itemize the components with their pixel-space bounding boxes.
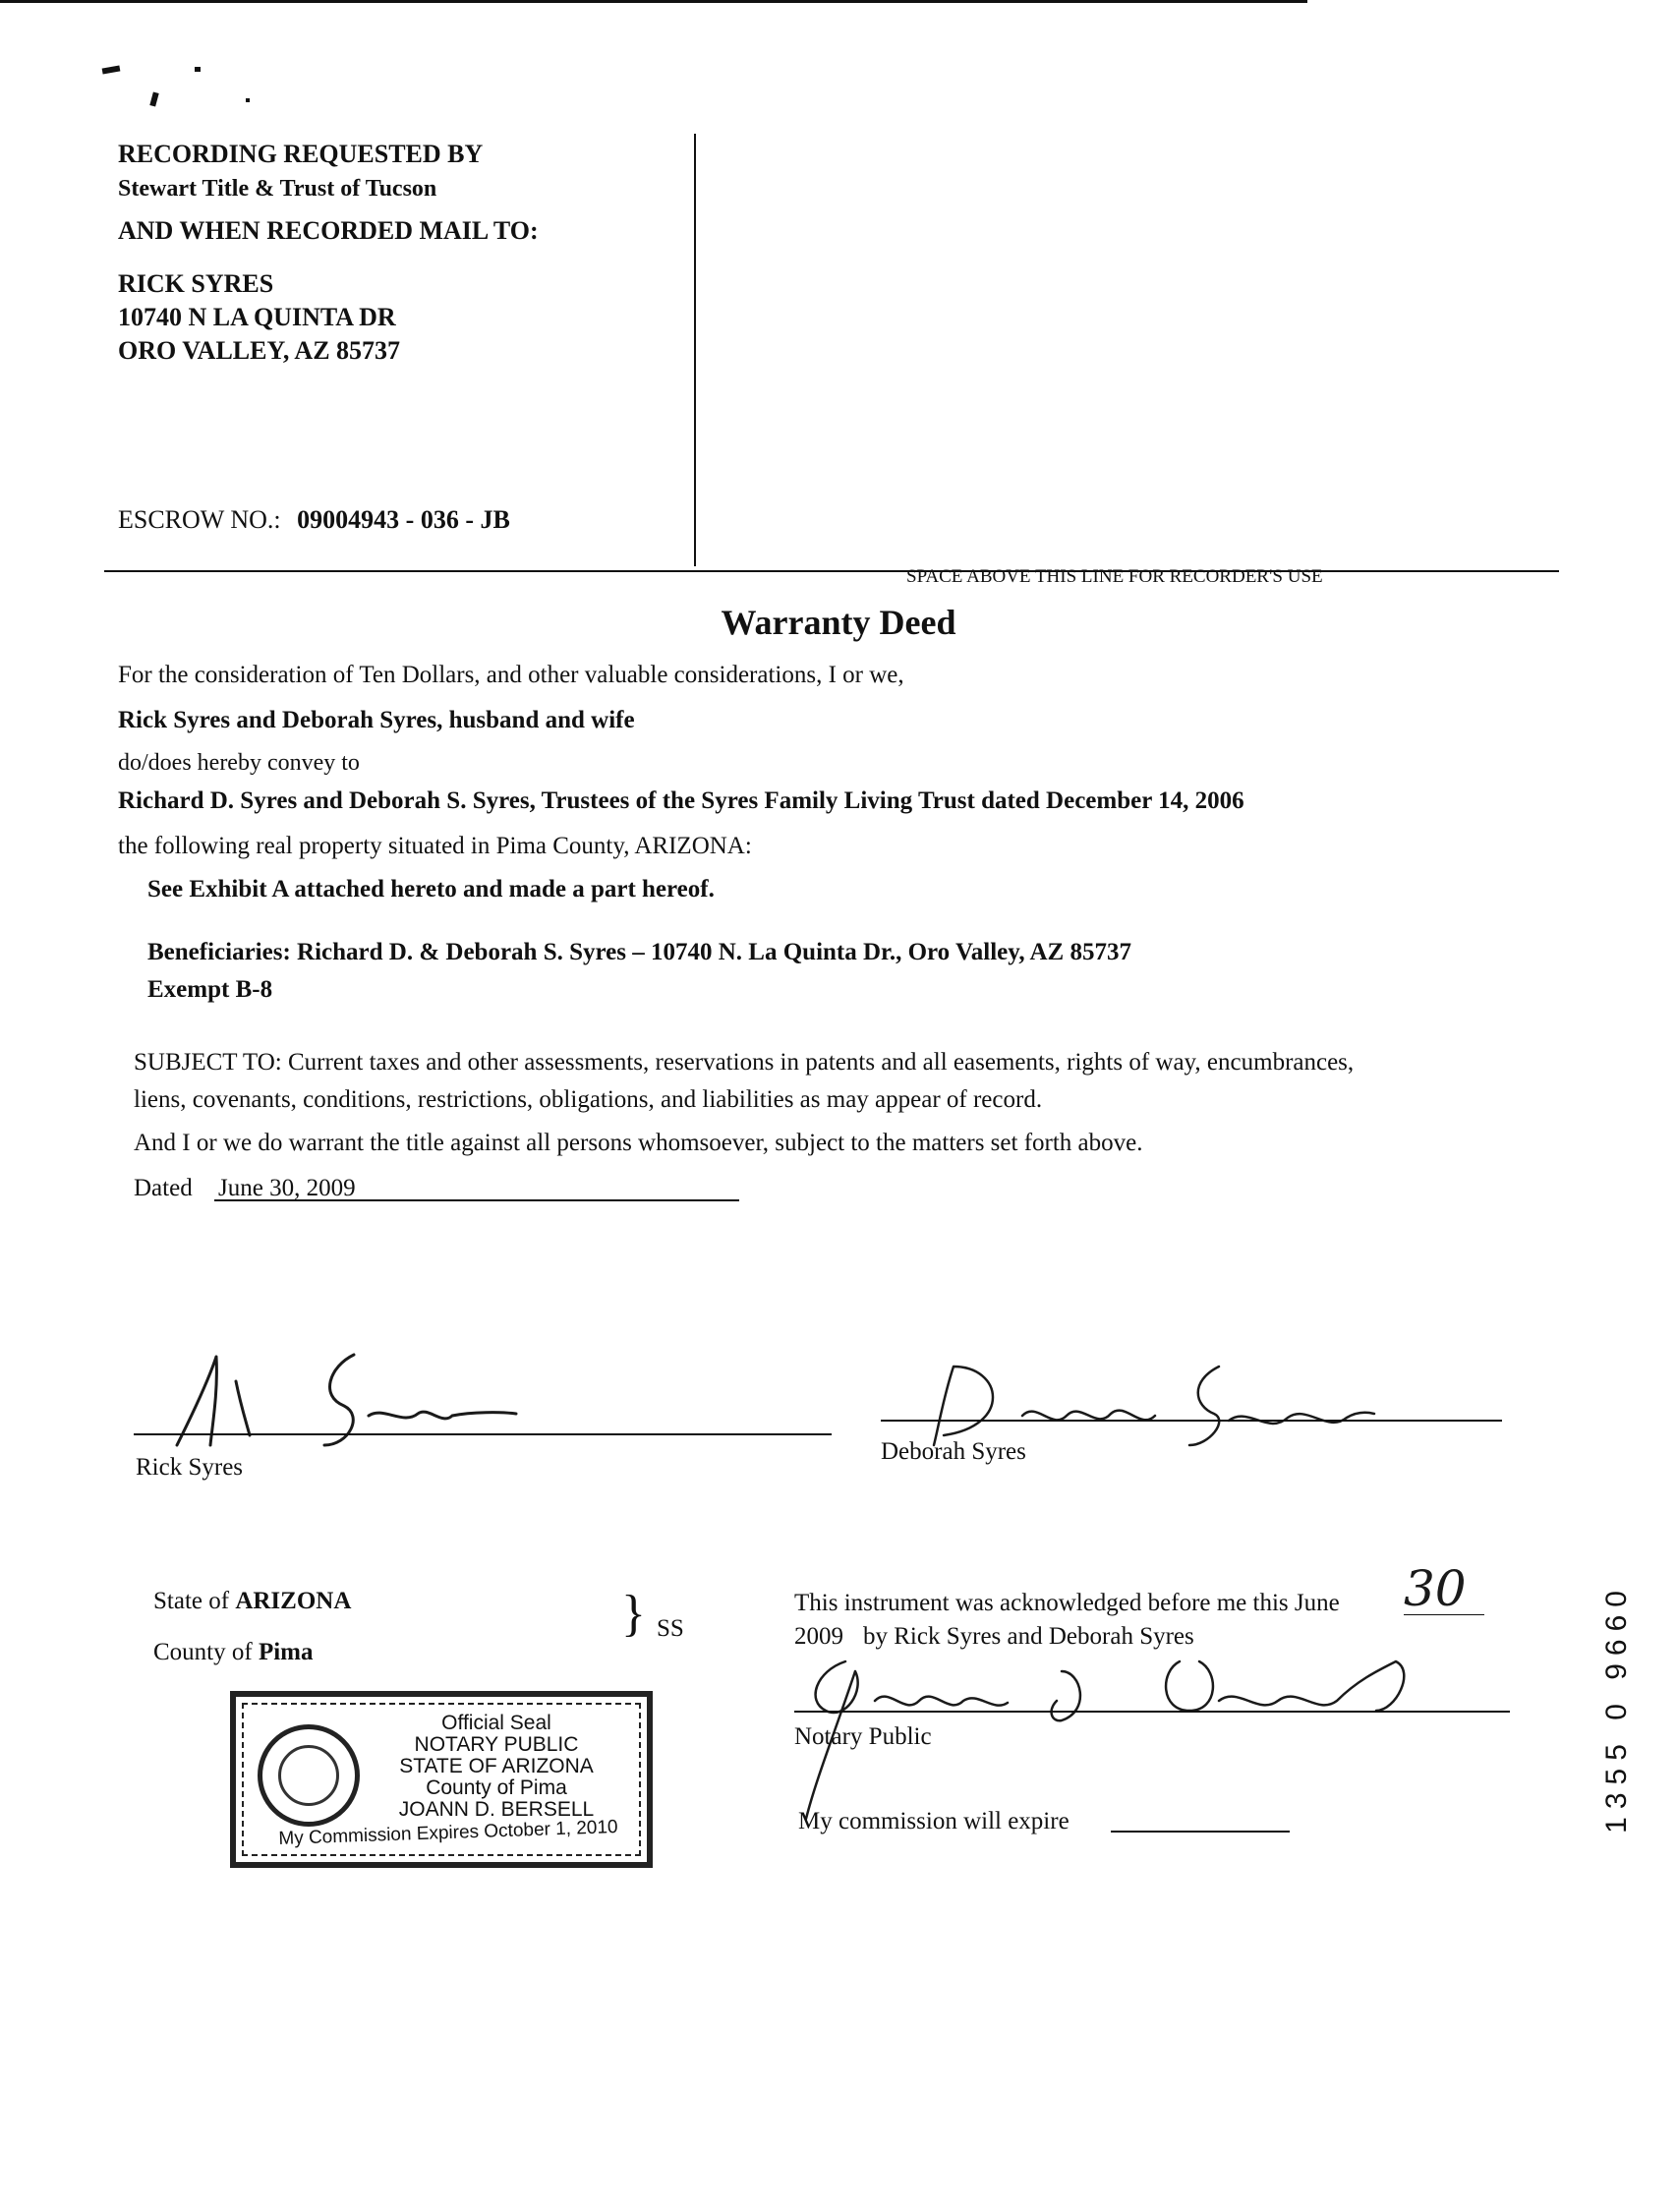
commission-blank [1111, 1831, 1290, 1833]
venue-brace: } [621, 1586, 646, 1642]
scan-speck [195, 67, 201, 72]
seal-line-2: NOTARY PUBLIC [414, 1733, 579, 1756]
signer2-name: Deborah Syres [881, 1438, 1026, 1465]
ack-line2: by Rick Syres and Deborah Syres [863, 1623, 1194, 1650]
ack-day-underline [1404, 1614, 1484, 1615]
escrow-number-row [118, 505, 510, 535]
recorder-line [104, 570, 1559, 572]
seal-line-5: JOANN D. BERSELL [398, 1798, 595, 1821]
mail-to-label: AND WHEN RECORDED MAIL TO: [118, 216, 539, 245]
seal-line-4: County of Pima [426, 1776, 567, 1799]
county-label: County of [153, 1639, 253, 1665]
county-value: Pima [258, 1639, 314, 1665]
signature-line-rick [134, 1433, 832, 1435]
side-stamp-number: 1355 0 9660 [1600, 1583, 1633, 1834]
state-seal-emblem [258, 1724, 360, 1827]
escrow-label: ESCROW NO.: [118, 505, 281, 534]
property-intro: the following real property situated in Pima County, ARIZONA: [118, 833, 752, 859]
grantees: Richard D. Syres and Deborah S. Syres, Trustees of the Syres Family Living Trust dated December 14, 2006 [118, 787, 1244, 814]
ss-text: SS [657, 1615, 684, 1642]
seal-line-3: STATE OF ARIZONA [399, 1755, 594, 1777]
consideration-text: For the consideration of Ten Dollars, and other valuable considerations, I or we, [118, 662, 904, 688]
state-label: State of [153, 1588, 230, 1614]
notary-seal [230, 1691, 653, 1868]
deed-title: Warranty Deed [721, 603, 956, 642]
subject-to-line2: liens, covenants, conditions, restrictions, obligations, and liabilities as may appear of record. [134, 1086, 1043, 1113]
venue-county-row [153, 1638, 314, 1666]
beneficiaries: Beneficiaries: Richard D. & Deborah S. Syres – 10740 N. La Quinta Dr., Oro Valley, AZ 85737 [147, 939, 1131, 965]
requested-by-name: Stewart Title & Trust of Tucson [118, 176, 437, 202]
mail-to-name: RICK SYRES [118, 269, 274, 298]
recorder-note: SPACE ABOVE THIS LINE FOR RECORDER'S USE [906, 566, 1323, 587]
dated-label: Dated [134, 1175, 193, 1201]
escrow-number: 09004943 - 036 - JB [297, 505, 510, 534]
signature-line-deborah [881, 1420, 1502, 1422]
ack-line1: This instrument was acknowledged before me this June [794, 1590, 1340, 1616]
commission-label: My commission will expire [798, 1808, 1070, 1834]
venue-state-row [153, 1587, 351, 1615]
dated-value: June 30, 2009 [218, 1175, 356, 1201]
subject-to-line1: SUBJECT TO: Current taxes and other assessments, reservations in patents and all easements, rights of way, encumbrances, [134, 1049, 1355, 1076]
seal-line-6: My Commission Expires October 1, 2010 [278, 1816, 618, 1850]
signer1-name: Rick Syres [136, 1454, 244, 1481]
warrant-text: And I or we do warrant the title against all persons whomsoever, subject to the matters set forth above. [134, 1130, 1143, 1156]
scan-speck [102, 65, 121, 74]
recording-requested-label: RECORDING REQUESTED BY [118, 140, 484, 168]
scan-speck [149, 91, 158, 106]
exhibit-text: See Exhibit A attached hereto and made a part hereof. [147, 876, 715, 902]
dated-underline [214, 1199, 739, 1201]
mail-to-street: 10740 N LA QUINTA DR [118, 303, 396, 331]
grantors: Rick Syres and Deborah Syres, husband and wife [118, 707, 635, 733]
top-edge-line [0, 0, 1307, 3]
ack-year: 2009 [794, 1623, 843, 1650]
state-value: ARIZONA [235, 1588, 352, 1614]
seal-line-1: Official Seal [441, 1712, 551, 1734]
ack-day-handwritten: 30 [1404, 1560, 1467, 1617]
notary-signature-line [794, 1711, 1510, 1713]
notary-public-label: Notary Public [794, 1723, 932, 1750]
mail-to-city: ORO VALLEY, AZ 85737 [118, 336, 401, 365]
scan-speck [246, 98, 250, 102]
convey-text: do/does hereby convey to [118, 750, 360, 776]
exempt-code: Exempt B-8 [147, 976, 273, 1003]
header-divider [694, 134, 696, 566]
